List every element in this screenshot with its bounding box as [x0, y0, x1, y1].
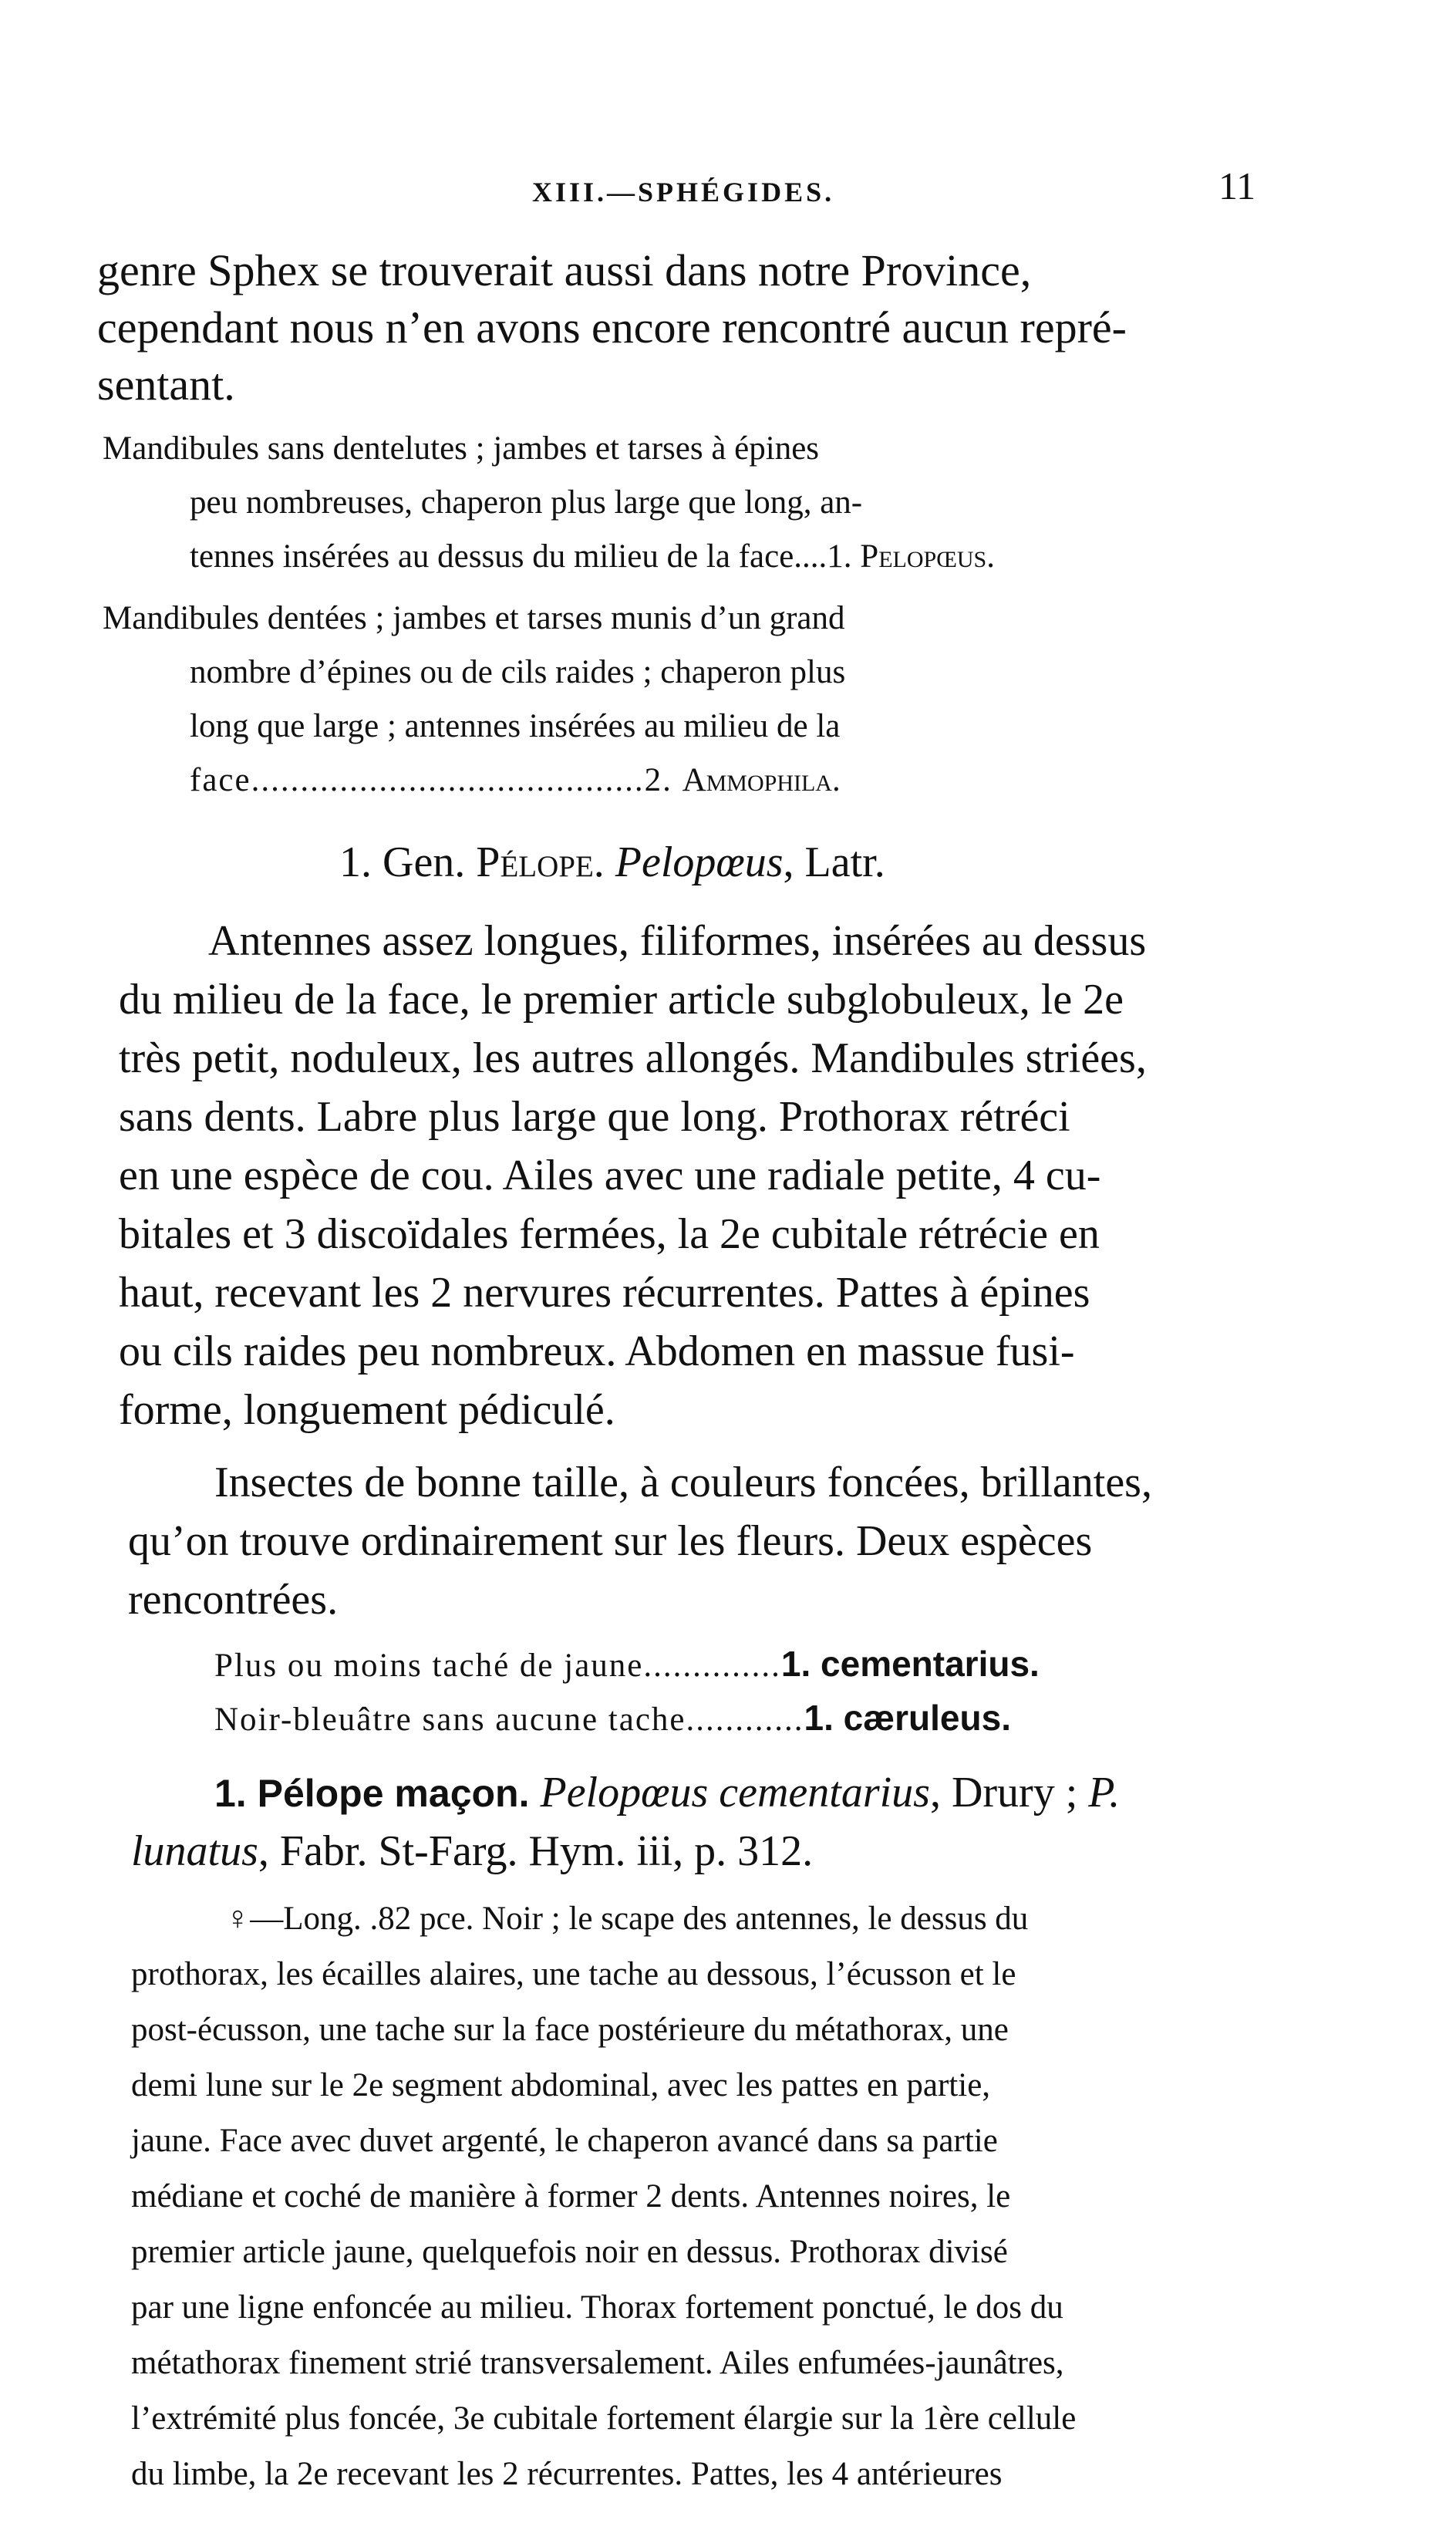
- key-entry-2-line-2: nombre d’épines ou de cils raides ; chaperon plus: [190, 654, 846, 690]
- genus-name-fr: Pélope: [476, 838, 594, 886]
- description-line-2: du milieu de la face, le premier article subglobuleux, le 2e: [119, 976, 1124, 1024]
- species-key-row-2-species: 1. cæruleus.: [804, 1698, 1011, 1738]
- species-title: [214, 1771, 1120, 1814]
- species-title-lat: Pelopœus cementarius: [540, 1769, 930, 1816]
- key-entry-2-genus: Ammophila.: [682, 762, 841, 798]
- species-body-line-6: médiane et coché de manière à former 2 dents. Antennes noires, le: [131, 2178, 1011, 2214]
- description-line-1: Antennes assez longues, filiformes, insérées au dessus: [208, 917, 1147, 965]
- genus-author: , Latr.: [783, 838, 885, 886]
- key-entry-2-line-1: Mandibules dentées ; jambes et tarses munis d’un grand: [103, 600, 845, 636]
- species-key-row-1-text: Plus ou moins taché de jaune..............: [214, 1648, 781, 1684]
- description-line-9: forme, longuement pédiculé.: [119, 1386, 615, 1434]
- key-entry-1-genus: Pelopœus.: [860, 538, 995, 575]
- species-body-line-4: demi lune sur le 2e segment abdominal, avec les pattes en partie,: [131, 2067, 991, 2103]
- key-entry-2-line-4: [190, 764, 841, 797]
- genus-sep: .: [593, 838, 615, 886]
- species-body-line-8: par une ligne enfoncée au milieu. Thorax fortement ponctué, le dos du: [131, 2289, 1063, 2326]
- key-entry-1-line-3: [190, 540, 995, 573]
- species-body-line-9: métathorax finement strié transversalement. Ailes enfumées-jaunâtres,: [131, 2345, 1064, 2381]
- species-title-author: , Drury ;: [929, 1769, 1089, 1816]
- page-number: 11: [1218, 164, 1256, 207]
- species-body-line-1: ♀—Long. .82 pce. Noir ; le scape des antennes, le dessus du: [225, 1901, 1029, 1937]
- species-key-row-2: [214, 1700, 1011, 1736]
- description-line-3: très petit, noduleux, les autres allongés. Mandibules striées,: [119, 1034, 1147, 1082]
- key-entry-2-text: face........................................2.: [190, 762, 682, 798]
- species-body-line-3: post-écusson, une tache sur la face postérieure du métathorax, une: [131, 2012, 1009, 2048]
- species-body-line-7: premier article jaune, quelquefois noir en dessus. Prothorax divisé: [131, 2234, 1008, 2270]
- description-line-7: haut, recevant les 2 nervures récurrentes. Pattes à épines: [119, 1269, 1090, 1317]
- key-entry-1-line-1: Mandibules sans dentelutes ; jambes et tarses à épines: [103, 430, 820, 467]
- intro-line-3: sentant.: [97, 359, 235, 410]
- description-line-6: bitales et 3 discoïdales fermées, la 2e cubitale rétrécie en: [119, 1210, 1100, 1258]
- key-entry-1-line-2: peu nombreuses, chaperon plus large que long, an-: [190, 484, 863, 521]
- species-key-row-2-text: Noir-bleuâtre sans aucune tache............: [214, 1702, 804, 1738]
- habits-line-1: Insectes de bonne taille, à couleurs foncées, brillantes,: [214, 1459, 1152, 1506]
- habits-line-3: rencontrées.: [128, 1576, 339, 1624]
- running-title: XIII.—SPHÉGIDES.: [532, 177, 835, 207]
- species-body-line-10: l’extrémité plus foncée, 3e cubitale fortement élargie sur la 1ère cellule: [131, 2400, 1077, 2437]
- species-synonym: [131, 1827, 814, 1875]
- description-line-4: sans dents. Labre plus large que long. Prothorax rétréci: [119, 1093, 1070, 1141]
- intro-line-1: genre Sphex se trouverait aussi dans notre Province,: [97, 245, 1032, 295]
- key-entry-2-line-3: long que large ; antennes insérées au milieu de la: [190, 708, 841, 744]
- intro-line-2: cependant nous n’en avons encore rencontré aucun repré-: [97, 302, 1127, 352]
- habits-line-2: qu’on trouve ordinairement sur les fleurs. Deux espèces: [128, 1517, 1093, 1565]
- genus-heading: [339, 838, 885, 886]
- species-synonym-p: P.: [1088, 1769, 1121, 1816]
- species-body-line-2: prothorax, les écailles alaires, une tache au dessous, l’écusson et le: [131, 1956, 1016, 1992]
- genus-name-lat: Pelopœus: [615, 838, 784, 886]
- genus-number: 1. Gen.: [339, 838, 477, 886]
- key-entry-1-text: tennes insérées au dessus du milieu de la face....1.: [190, 538, 861, 575]
- description-line-8: ou cils raides peu nombreux. Abdomen en massue fusi-: [119, 1327, 1075, 1375]
- species-synonym-rest: , Fabr. St-Farg. Hym. iii, p. 312.: [258, 1827, 814, 1875]
- species-synonym-lat: lunatus: [131, 1827, 258, 1875]
- species-title-bold: 1. Pélope maçon.: [214, 1772, 530, 1815]
- description-line-5: en une espèce de cou. Ailes avec une radiale petite, 4 cu-: [119, 1152, 1101, 1199]
- species-key-row-1-species: 1. cementarius.: [780, 1644, 1040, 1684]
- species-key-row-1: [214, 1646, 1040, 1682]
- species-body-line-11: du limbe, la 2e recevant les 2 récurrentes. Pattes, les 4 antérieures: [131, 2456, 1003, 2492]
- species-body-line-5: jaune. Face avec duvet argenté, le chaperon avancé dans sa partie: [131, 2123, 998, 2159]
